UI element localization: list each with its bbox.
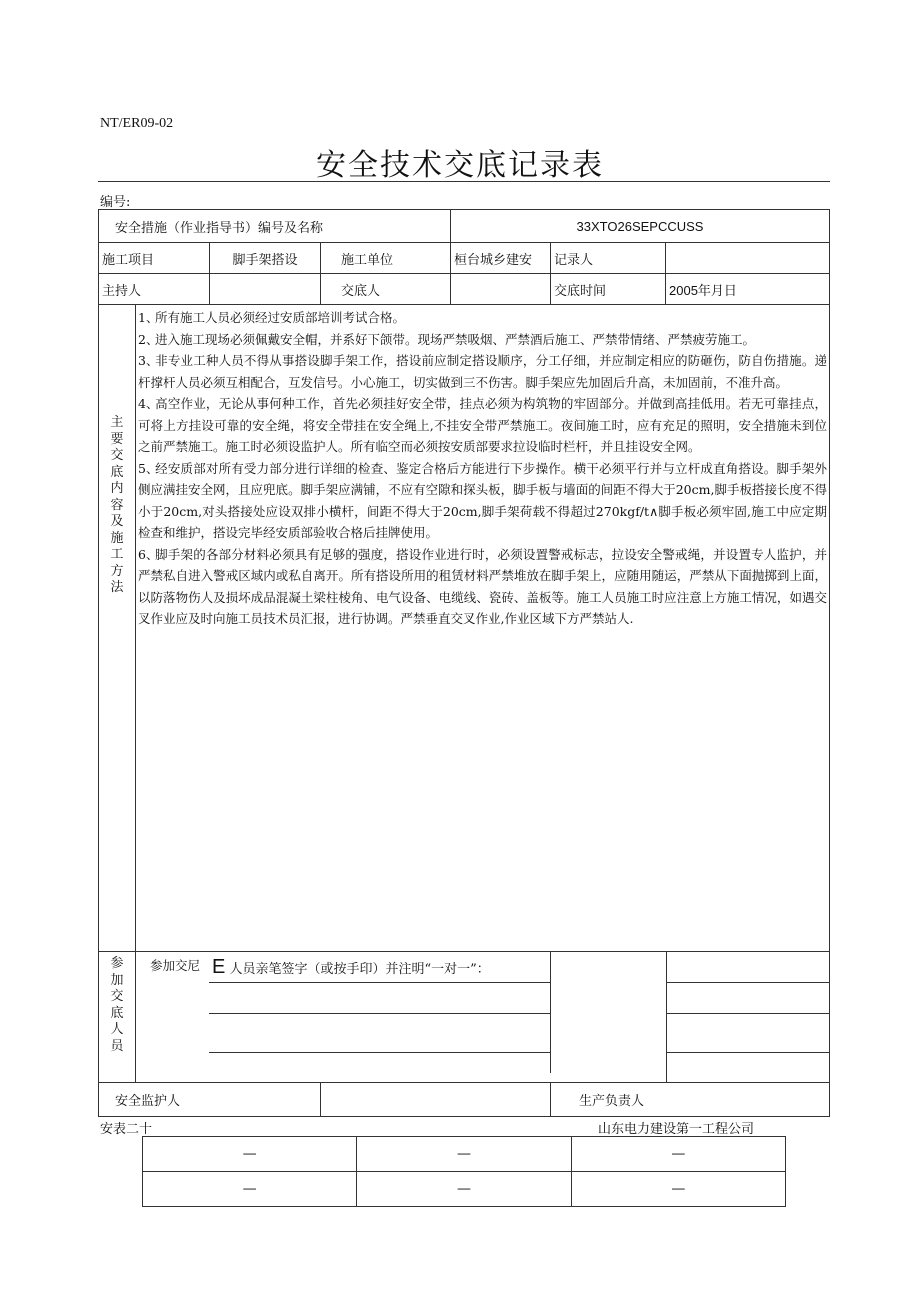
content-item-2: 2、进入施工现场必须佩戴安全帽，并系好下颌带。现场严禁吸烟、严禁酒后施工、严禁带情绪、严禁疲劳施工。 <box>138 331 756 347</box>
monitor-value[interactable] <box>321 1083 551 1117</box>
form-id: 安表二十 <box>100 1122 153 1137</box>
signature-slot[interactable] <box>209 1014 551 1053</box>
signature-slot[interactable] <box>667 1014 829 1053</box>
presenter-label: 交底人 <box>321 274 451 305</box>
table-cell: — <box>143 1137 357 1172</box>
participants-row <box>99 952 830 1083</box>
title-divider <box>98 181 830 182</box>
unit-label: 施工单位 <box>321 243 451 274</box>
content-item-4: 4、高空作业，无论从事何种工作，首先必须挂好安全带，挂点必须为构筑物的牢固部分。并做到高挂低用。若无可靠挂点，可将上方挂设可靠的安全绳，将安全带挂在安全绳上,不挂安全带严禁施工。夜间施工时，应有充足的照明，安全措施未到位之前严禁施工。施工时必须设监护人。所有临空而必须按安质部要求拉设临时栏杆，并且挂设安全网。 <box>138 396 828 454</box>
measure-value[interactable]: 33XTO26SEPCCUSS <box>451 210 830 243</box>
measure-row <box>99 210 830 243</box>
big-letter: E <box>212 955 226 978</box>
recorder-label: 记录人 <box>551 243 666 274</box>
project-row <box>99 243 830 274</box>
record-table <box>98 209 830 1117</box>
participants-area <box>136 952 830 1083</box>
monitor-label: 安全监护人 <box>99 1083 321 1117</box>
page-title: 安全技术交底记录表 <box>316 148 604 183</box>
signature-slot[interactable] <box>209 1053 551 1074</box>
measure-label: 安全措施（作业指导书）编号及名称 <box>99 210 451 243</box>
production-label: 生产负责人 <box>551 1083 830 1117</box>
signoff-row <box>99 1083 830 1117</box>
sign-note: 人员亲笔签字（或按手印）并注明“一对一”： <box>229 961 490 977</box>
content-item-6: 6、脚手架的各部分材料必须具有足够的强度，搭设作业进行时，必须设置警戒标志，拉设安全警戒绳，并设置专人监护，并严禁私自进入警戒区域内或私自离开。所有搭设所用的租赁材料严禁堆放在脚手架上，应随用随运，严禁从下面抛掷到上面，以防落物伤人及损坏成品混凝土梁柱棱角、电气设备、电缆线、瓷砖、盖板等。施工人员施工时应注意上方施工情况，如遇交叉作业应及时向施工员技术员汇报，进行协调。严禁垂直交叉作业,作业区域下方严禁站人. <box>138 546 828 626</box>
content-item-3: 3、非专业工种人员不得从事搭设脚手架工作，搭设前应制定搭设顺序，分工仔细，并应制定相应的防砸伤，防自伤措施。递杆撑杆人员必须互相配合，互发信号。小心施工，切实做到三不伤害。脚手架应先加固后升高，未加固前，不准升高。 <box>138 353 828 390</box>
content-side-label: 主要交底内容及施工方法 <box>99 305 136 952</box>
table-cell: — <box>143 1172 357 1207</box>
content-item-5: 5、经安质部对所有受力部分进行详细的检查、鉴定合格后方能进行下步操作。横干必须平行并与立杆成直角搭设。脚手架外侧应满挂安全网，且应兜底。脚手架应满铺，不应有空隙和探头板，脚手板与墙面的间距不得大于20cm,脚手板搭接长度不得小于20cm,对头搭接处应设双排小横杆，间距不得大于20cm,脚手架荷载不得超过270kgf/t∧脚手板必须牢固,施工中应定期检查和维护，搭设完毕经安质部验收合格后挂牌使用。 <box>138 460 828 540</box>
table-cell: — <box>357 1137 571 1172</box>
unit-value[interactable]: 桓台城乡建安 <box>451 243 551 274</box>
time-label: 交底时间 <box>551 274 666 305</box>
presenter-value[interactable] <box>451 274 551 305</box>
table-row <box>143 1172 786 1207</box>
signature-slot[interactable] <box>667 983 829 1014</box>
form-code: NT/ER09-02 <box>100 116 174 131</box>
content-item-1: 1、所有施工人员必须经过安质部培训考试合格。 <box>138 310 406 325</box>
signature-slot[interactable] <box>667 1053 829 1074</box>
participants-label: 参加交尼 <box>150 958 201 973</box>
participants-side-label: 参加交底人员 <box>99 952 136 1083</box>
table-cell: — <box>571 1172 785 1207</box>
host-row <box>99 274 830 305</box>
company-name: 山东电力建设第一工程公司 <box>598 1122 755 1137</box>
time-value[interactable]: 2005年月日 <box>666 274 830 305</box>
project-label: 施工项目 <box>99 243 210 274</box>
serial-number-label: 编号: <box>100 195 131 210</box>
content-body <box>136 305 830 952</box>
signature-column[interactable] <box>551 952 667 1082</box>
signature-grid-right <box>667 952 829 1082</box>
table-row <box>143 1137 786 1172</box>
table-cell: — <box>571 1137 785 1172</box>
host-label: 主持人 <box>99 274 210 305</box>
host-value[interactable] <box>210 274 321 305</box>
extra-table <box>142 1136 786 1207</box>
content-row <box>99 305 830 952</box>
signature-slot[interactable] <box>667 952 829 983</box>
recorder-value[interactable] <box>666 243 830 274</box>
signature-slot[interactable] <box>209 983 551 1014</box>
signature-grid <box>209 952 551 1082</box>
table-cell: — <box>357 1172 571 1207</box>
project-value[interactable]: 脚手架搭设 <box>210 243 321 274</box>
